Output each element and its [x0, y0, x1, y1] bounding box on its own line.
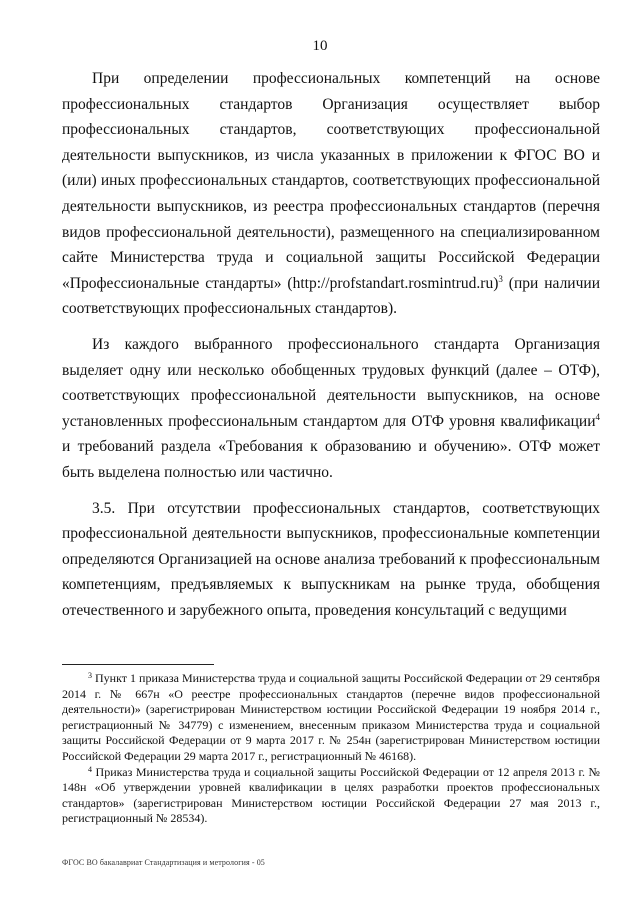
paragraph-3	[62, 496, 600, 624]
footnote-3-text: Пункт 1 приказа Министерства труда и социальной защиты Российской Федерации от 29 сентября 2014 г. № 667н «О реестре профессиональных стандартов (перечне видов профессиональной деятельности)» (зарегистрирован Министерством юстиции Российской Федерации 19 ноября 2014 г., регистрационный № 34779) с изменением, внесенным приказом Министерства труда и социальной защиты Российской Федерации от 9 марта 2017 г. № 254н (зарегистрирован Министерством юстиции Российской Федерации 29 марта 2017 г., регистрационный № 46168).	[62, 671, 600, 763]
footnote-separator	[62, 664, 214, 665]
footnotes	[62, 671, 600, 827]
paragraph-2	[62, 332, 600, 486]
footnote-mark-4: 4	[88, 764, 92, 774]
page-number: 10	[312, 38, 328, 54]
paragraph-2-tail: и требований раздела «Требования к образованию и обучению». ОТФ может быть выделена полностью или частично.	[62, 438, 600, 481]
body-text	[62, 66, 600, 633]
paragraph-3-text: 3.5. При отсутствии профессиональных стандартов, соответствующих профессиональной деятельности выпускников, профессиональные компетенции определяются Организацией на основе анализа требований к профессиональным компетенциям, предъявляемых к выпускникам на рынке труда, обобщения отечественного и зарубежного опыта, проведения консультаций с ведущими	[62, 499, 600, 619]
footnote-4	[62, 765, 600, 827]
page-footer: ФГОС ВО бакалавриат Стандартизация и метрология - 05	[62, 858, 265, 867]
footnote-3	[62, 671, 600, 765]
paragraph-1-tail: (при наличии соответствующих профессиональных стандартов).	[62, 274, 600, 318]
paragraph-1-text: При определении профессиональных компетенций на основе профессиональных стандартов Организация осуществляет выбор профессиональных стандартов, соответствующих профессиональной деятельности выпускников, из числа указанных в приложении к ФГОС ВО и (или) иных профессиональных стандартов, соответствующих профессиональной деятельности выпускников, из реестра профессиональных стандартов (перечня видов профессиональной деятельности), размещенного на специализированном сайте Министерства труда и социальной защиты Российской Федерации «Профессиональные стандарты» (http://profstandart.rosmintrud.ru)	[62, 70, 600, 292]
footnote-ref-4[interactable]: 4	[595, 411, 600, 422]
paragraph-2-text: Из каждого выбранного профессионального стандарта Организация выделяет одну или несколько обобщенных трудовых функций (далее – ОТФ), соответствующих профессиональной деятельности выпускников, на основе установленных профессиональным стандартом для ОТФ уровня квалификации	[62, 335, 600, 430]
paragraph-1	[62, 66, 600, 322]
footnote-ref-3[interactable]: 3	[498, 273, 503, 284]
footnote-4-text: Приказ Министерства труда и социальной защиты Российской Федерации от 12 апреля 2013 г. № 148н «Об утверждении уровней квалификации в целях разработки проектов профессиональных стандартов» (зарегистрирован Министерством юстиции Российской Федерации 27 мая 2013 г., регистрационный № 28534).	[62, 764, 600, 826]
footnote-mark-3: 3	[88, 671, 92, 680]
